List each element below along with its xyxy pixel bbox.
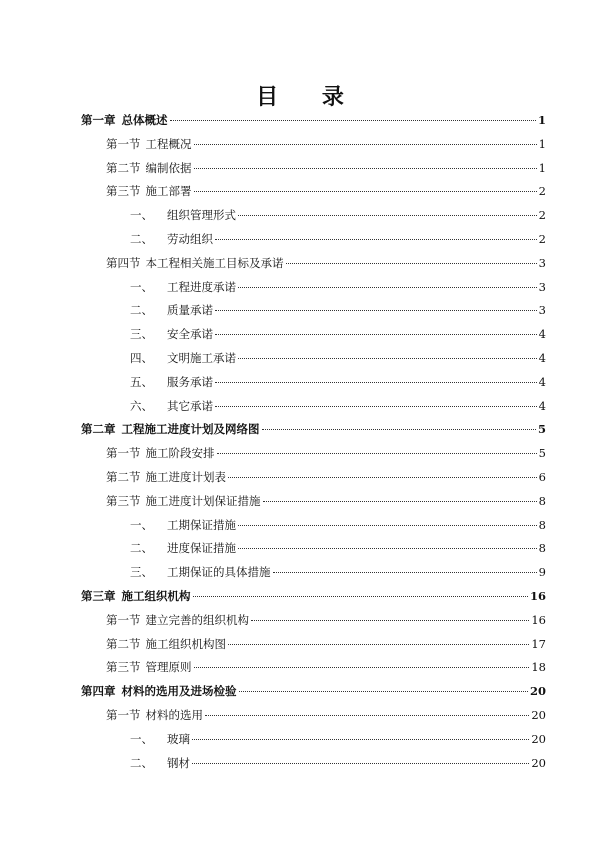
toc-dot-leader [215, 382, 537, 383]
toc-entry-label [106, 183, 192, 199]
toc-entry-title: 编制依据 [145, 160, 192, 175]
toc-entry-title: 工程施工进度计划及网络图 [121, 422, 260, 437]
toc-page-number: 8 [538, 517, 546, 532]
toc-entry-label [81, 683, 237, 699]
toc-subsection-entry[interactable] [130, 326, 546, 342]
toc-section-entry[interactable] [106, 445, 546, 461]
toc-entry-number: 二、 [130, 541, 153, 556]
toc-entry-number: 第二节 [106, 160, 141, 175]
toc-section-entry[interactable] [106, 183, 546, 199]
toc-chapter-entry[interactable] [81, 588, 546, 604]
toc-entry-number: 五、 [130, 374, 153, 389]
toc-dot-leader [286, 263, 537, 264]
toc-entry-label [130, 302, 213, 318]
toc-entry-title: 工期保证措施 [167, 517, 236, 532]
toc-entry-number: 一、 [130, 279, 153, 294]
toc-entry-label [106, 636, 226, 652]
toc-page-number: 2 [538, 232, 546, 246]
toc-page-number: 20 [531, 708, 546, 722]
toc-chapter-entry[interactable] [81, 112, 546, 128]
toc-entry-title: 施工进度计划保证措施 [145, 493, 261, 508]
toc-dot-leader [205, 715, 529, 716]
toc-entry-label [106, 445, 215, 461]
toc-entry-title: 本工程相关施工目标及承诺 [145, 255, 284, 270]
toc-entry-number: 一、 [130, 208, 153, 223]
toc-page-number: 4 [538, 398, 546, 413]
toc-entry-title: 质量承诺 [167, 303, 213, 318]
toc-page-number: 3 [538, 255, 546, 270]
toc-entry-number: 四、 [130, 351, 153, 365]
toc-entry-number: 第一节 [106, 136, 141, 151]
toc-entry-title: 进度保证措施 [167, 541, 236, 556]
toc-entry-label [106, 136, 192, 152]
toc-entry-title: 钢材 [167, 755, 190, 770]
toc-dot-leader [194, 191, 537, 192]
toc-subsection-entry[interactable] [130, 374, 546, 390]
toc-subsection-entry[interactable] [130, 731, 546, 747]
toc-page-number: 1 [538, 160, 546, 175]
toc-subsection-entry[interactable] [130, 302, 546, 318]
toc-subsection-entry[interactable] [130, 207, 546, 223]
toc-entry-label [81, 112, 168, 128]
toc-entry-number: 一、 [130, 731, 153, 746]
toc-section-entry[interactable] [106, 469, 546, 485]
toc-section-entry[interactable] [106, 136, 546, 152]
toc-entry-label [81, 421, 260, 437]
toc-entry-title: 材料的选用 [145, 708, 203, 722]
toc-entry-number: 二、 [130, 232, 153, 246]
toc-page-number: 6 [538, 470, 546, 484]
toc-entry-title: 施工组织机构 [121, 589, 191, 603]
toc-dot-leader [228, 477, 537, 478]
toc-subsection-entry[interactable] [130, 540, 546, 556]
toc-section-entry[interactable] [106, 659, 546, 675]
toc-section-entry[interactable] [106, 707, 546, 723]
toc-dot-leader [215, 334, 537, 335]
toc-entry-number: 三、 [130, 565, 153, 580]
toc-section-entry[interactable] [106, 160, 546, 176]
toc-entry-label [106, 255, 284, 271]
toc-entry-title: 管理原则 [145, 660, 192, 675]
toc-section-entry[interactable] [106, 255, 546, 271]
toc-dot-leader [192, 763, 529, 764]
toc-page-number: 1 [537, 113, 546, 127]
toc-dot-leader [251, 620, 529, 621]
toc-entry-title: 工程概况 [145, 136, 192, 151]
toc-page-number: 5 [538, 446, 546, 461]
toc-page-number: 2 [538, 184, 546, 199]
toc-entry-title: 施工进度计划表 [145, 470, 226, 484]
toc-entry-number: 第一节 [106, 612, 141, 627]
toc-page-number: 3 [538, 303, 546, 318]
page-title: 目 录 [256, 84, 362, 110]
toc-dot-leader [238, 548, 537, 549]
toc-entry-title: 工期保证的具体措施 [167, 565, 271, 580]
toc-subsection-entry[interactable] [130, 564, 546, 580]
toc-entry-label [106, 469, 226, 485]
toc-entry-title: 安全承诺 [167, 327, 213, 342]
toc-entry-number: 三、 [130, 327, 153, 342]
toc-dot-leader [215, 239, 537, 240]
toc-page-number: 16 [529, 589, 546, 603]
toc-entry-number: 第三节 [106, 493, 141, 508]
toc-entry-label [81, 588, 191, 604]
toc-entry-number: 第一章 [81, 113, 116, 127]
toc-dot-leader [228, 644, 529, 645]
toc-entry-number: 第一节 [106, 708, 141, 722]
toc-entry-label [106, 160, 192, 176]
toc-entry-label [130, 755, 190, 771]
toc-page-number: 20 [531, 731, 546, 746]
toc-dot-leader [238, 358, 537, 359]
toc-entry-label [130, 279, 236, 295]
toc-entry-title: 组织管理形式 [167, 208, 236, 223]
toc-subsection-entry[interactable] [130, 517, 546, 533]
toc-dot-leader [238, 287, 537, 288]
toc-entry-title: 材料的选用及进场检验 [121, 684, 237, 699]
toc-page-number: 3 [538, 279, 546, 294]
toc-entry-label [130, 540, 236, 556]
toc-dot-leader [194, 168, 537, 169]
toc-entry-number: 第二章 [81, 422, 116, 437]
toc-entry-label [130, 207, 236, 223]
toc-entry-number: 第一节 [106, 446, 141, 461]
toc-entry-title: 建立完善的组织机构 [145, 612, 249, 627]
toc-dot-leader [263, 501, 537, 502]
toc-dot-leader [193, 596, 528, 597]
toc-entry-label [106, 659, 192, 675]
toc-subsection-entry[interactable] [130, 279, 546, 295]
toc-entry-title: 施工部署 [145, 184, 192, 199]
toc-entry-label [130, 350, 236, 366]
toc-dot-leader [273, 572, 537, 573]
toc-page-number: 20 [531, 755, 546, 770]
toc-page-number: 5 [537, 422, 546, 437]
toc-entry-label [130, 731, 190, 747]
toc-page-number: 16 [531, 612, 546, 627]
toc-page-number: 4 [538, 374, 546, 389]
toc-entry-label [130, 398, 213, 414]
toc-dot-leader [194, 667, 530, 668]
toc-entry-number: 二、 [130, 755, 153, 770]
toc-entry-title: 其它承诺 [167, 398, 213, 413]
toc-page-number: 8 [538, 493, 546, 508]
toc-chapter-entry[interactable] [81, 421, 546, 437]
toc-page-number: 4 [538, 351, 546, 365]
toc-entry-label [106, 493, 261, 509]
toc-entry-number: 六、 [130, 398, 153, 413]
toc-section-entry[interactable] [106, 612, 546, 628]
toc-entry-label [106, 612, 249, 628]
toc-page-number: 4 [538, 327, 546, 342]
toc-page-number: 17 [531, 636, 546, 651]
toc-entry-title: 施工组织机构图 [145, 636, 226, 651]
toc-page-number: 2 [538, 208, 546, 223]
toc-entry-title: 文明施工承诺 [167, 351, 236, 365]
toc-entry-title: 总体概述 [121, 113, 168, 127]
toc-entry-title: 工程进度承诺 [167, 279, 236, 294]
toc-dot-leader [192, 739, 529, 740]
toc-entry-number: 二、 [130, 303, 153, 318]
toc-entry-title: 玻璃 [167, 731, 190, 746]
toc-entry-label [106, 707, 203, 723]
toc-section-entry[interactable] [106, 493, 546, 509]
toc-page-number: 18 [531, 660, 546, 675]
toc-entry-number: 第三节 [106, 184, 141, 199]
toc-subsection-entry[interactable] [130, 398, 546, 414]
toc-entry-number: 第二节 [106, 636, 141, 651]
toc-subsection-entry[interactable] [130, 231, 546, 247]
toc-page-number: 20 [529, 684, 546, 699]
toc-entry-label [130, 374, 213, 390]
toc-dot-leader [238, 215, 537, 216]
toc-dot-leader [215, 406, 537, 407]
toc-page-number: 8 [538, 541, 546, 556]
toc-entry-title: 施工阶段安排 [145, 446, 215, 461]
toc-dot-leader [238, 525, 537, 526]
toc-entry-number: 一、 [130, 517, 153, 532]
toc-subsection-entry[interactable] [130, 350, 546, 366]
toc-entry-label [130, 326, 213, 342]
toc-entry-label [130, 517, 236, 533]
toc-dot-leader [194, 144, 537, 145]
toc-entry-number: 第二节 [106, 470, 141, 484]
toc-dot-leader [217, 453, 537, 454]
toc-entry-number: 第三节 [106, 660, 141, 675]
toc-entry-label [130, 564, 271, 580]
toc-entry-label [130, 231, 213, 247]
toc-entry-number: 第四节 [106, 255, 141, 270]
toc-dot-leader [170, 120, 536, 121]
toc-entry-number: 第四章 [81, 684, 116, 699]
toc-entry-number: 第三章 [81, 589, 116, 603]
toc-section-entry[interactable] [106, 636, 546, 652]
toc-dot-leader [215, 310, 537, 311]
toc-page-number: 1 [538, 136, 546, 151]
toc-dot-leader [239, 691, 528, 692]
toc-subsection-entry[interactable] [130, 755, 546, 771]
toc-chapter-entry[interactable] [81, 683, 546, 699]
toc-entry-title: 服务承诺 [167, 374, 213, 389]
toc-entry-title: 劳动组织 [167, 232, 213, 246]
toc-page-number: 9 [538, 565, 546, 580]
toc-dot-leader [262, 429, 536, 430]
